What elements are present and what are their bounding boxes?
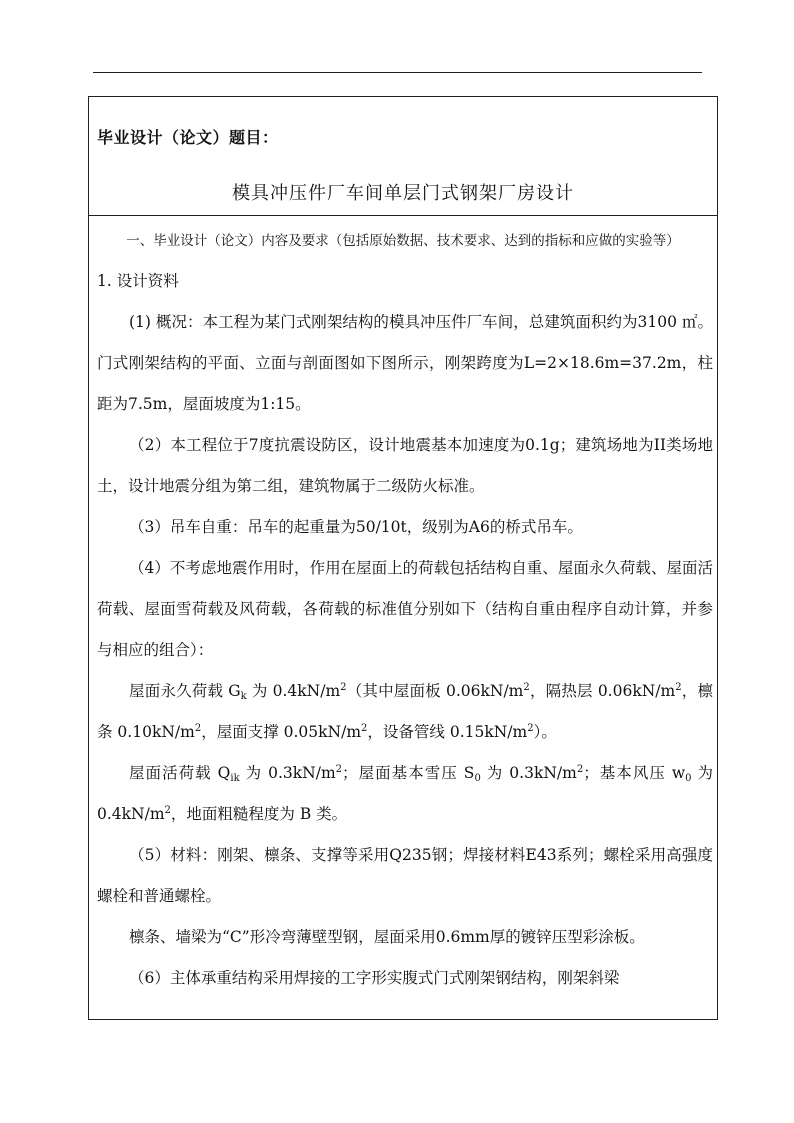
document-table (88, 96, 718, 1020)
section-heading: 一、毕业设计（论文）内容及要求（包括原始数据、技术要求、达到的指标和应做的实验等） (126, 233, 680, 249)
header-rule (93, 72, 702, 73)
paragraph-overview: (1) 概况：本工程为某门式刚架结构的模具冲压件厂车间，总建筑面积约为3100 ㎡。门式刚架结构的平面、立面与剖面图如下图所示，刚架跨度为L=2×18.6m=37.2m，柱距为7.5m，屋面坡度为1:15。 (97, 313, 713, 413)
paragraph-structure: （6）主体承重结构采用焊接的工字形实腹式门式刚架钢结构，刚架斜梁 (129, 969, 620, 987)
paragraph-loads: （4）不考虑地震作用时，作用在屋面上的荷载包括结构自重、屋面永久荷载、屋面活荷载、屋面雪荷载及风荷载，各荷载的标准值分别如下（结构自重由程序自动计算，并参与相应的组合）： (97, 559, 713, 659)
title-label: 毕业设计（论文）题目： (97, 128, 279, 147)
content-body (97, 261, 713, 999)
thesis-title: 模具冲压件厂车间单层门式钢架厂房设计 (232, 183, 574, 204)
paragraph-purlins: 檩条、墙梁为“C”形冷弯薄壁型钢，屋面采用0.6mm厚的镀锌压型彩涂板。 (129, 928, 645, 946)
title-cell (89, 97, 717, 216)
paragraph-crane: （3）吊车自重：吊车的起重量为50/10t，级别为A6的桥式吊车。 (129, 518, 583, 536)
paragraph-materials: （5）材料：刚架、檩条、支撑等采用Q235钢；焊接材料E43系列；螺栓采用高强度螺栓和普通螺栓。 (97, 846, 713, 905)
paragraph-live-load: 屋面活荷载 $Q_{ik}$ 为 $0.3kN/m^2$；屋面基本雪压 $S_0$ 为 $0.3kN/m^2$；基本风压 $w_0$ 为 $0.4kN/m^2$，地面粗糙程度为 B 类。 (97, 764, 714, 823)
paragraph-dead-load: 屋面永久荷载 $G_k$ 为 $0.4kN/m^2$（其中屋面板 $0.06kN/m^2$，隔热层 $0.06kN/m^2$，檩条 $0.10kN/m^2$，屋面支撑 $0.05kN/m^2$，设备管线 $0.15kN/m^2$）。 (97, 682, 713, 741)
subsection-heading: 1. 设计资料 (97, 272, 179, 290)
paragraph-seismic: （2）本工程位于7度抗震设防区，设计地震基本加速度为0.1g；建筑场地为II类场地土，设计地震分组为第二组，建筑物属于二级防火标准。 (97, 436, 713, 495)
